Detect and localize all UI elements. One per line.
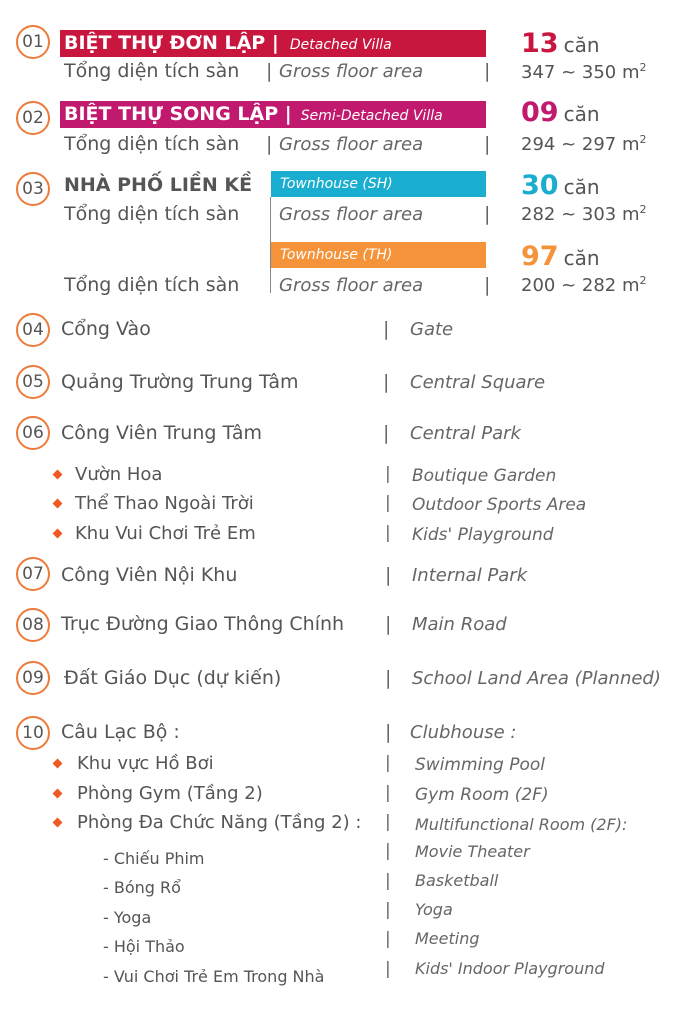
floor-area-label-en: Gross floor area	[279, 204, 424, 225]
area-range	[521, 274, 647, 296]
sub-item: Khu Vui Chơi Trẻ Em	[75, 523, 256, 544]
floor-area-label-en: Gross floor area	[279, 134, 424, 155]
sub-sub-item-en: Movie Theater	[415, 842, 530, 861]
floor-area-label-en: Gross floor area	[279, 61, 424, 82]
item-title-en: Internal Park	[412, 565, 528, 586]
banner-subtitle: Semi-Detached Villa	[300, 108, 443, 124]
separator: |	[385, 900, 391, 920]
bullet-icon	[53, 789, 63, 799]
item-title-en: Main Road	[412, 614, 507, 635]
floor-area-label: Tổng diện tích sàn	[64, 203, 240, 225]
item-number-badge: 06	[16, 416, 50, 450]
count-value: 30	[521, 170, 559, 201]
item-number-badge: 09	[16, 661, 50, 695]
townhouse-title: NHÀ PHỐ LIỀN KỀ	[64, 174, 253, 196]
townhouse-th-banner	[271, 242, 486, 268]
item-title: Công Viên Trung Tâm	[61, 422, 263, 444]
area-superscript: 2	[639, 203, 647, 216]
bullet-icon	[53, 470, 63, 480]
sub-item-en: Kids' Playground	[412, 525, 554, 545]
area-superscript: 2	[639, 133, 647, 146]
separator: |	[383, 422, 390, 444]
banner-title: BIỆT THỰ ĐƠN LẬP |	[64, 32, 279, 54]
item-title: Trục Đường Giao Thông Chính	[61, 613, 345, 635]
separator: |	[385, 464, 391, 484]
area-value: 200 ~ 282 m	[521, 275, 640, 296]
count-unit: căn	[563, 33, 600, 57]
area-value: 347 ~ 350 m	[521, 62, 640, 83]
separator: |	[385, 959, 391, 979]
floor-area-label: Tổng diện tích sàn	[64, 60, 240, 82]
area-superscript: 2	[639, 274, 647, 287]
area-range	[521, 203, 647, 225]
sub-item-en: Outdoor Sports Area	[412, 495, 587, 515]
floor-area-label-en: Gross floor area	[279, 275, 424, 296]
unit-count	[521, 241, 600, 272]
sub-item-en: Swimming Pool	[415, 755, 546, 775]
separator: |	[484, 133, 491, 155]
sub-item: Thể Thao Ngoài Trời	[75, 493, 254, 514]
separator: |	[383, 318, 390, 340]
floor-area-label: Tổng diện tích sàn	[64, 274, 240, 296]
count-value: 97	[521, 241, 559, 272]
sub-sub-item: - Yoga	[103, 908, 152, 927]
item-number-badge: 10	[16, 716, 50, 750]
item-number-badge: 05	[16, 365, 50, 399]
separator: |	[484, 274, 491, 296]
detached-villa-banner	[60, 30, 486, 57]
item-title-en: Gate	[410, 319, 454, 340]
separator: |	[385, 753, 391, 773]
separator: |	[385, 929, 391, 949]
sub-sub-item: - Hội Thảo	[103, 937, 185, 956]
separator: |	[385, 493, 391, 513]
semi-detached-villa-banner	[60, 101, 486, 128]
separator: |	[385, 841, 391, 861]
sub-sub-item-en: Meeting	[415, 929, 480, 948]
separator: |	[484, 60, 491, 82]
item-title-en: Clubhouse :	[410, 722, 517, 743]
separator: |	[385, 613, 392, 635]
bullet-icon	[53, 818, 63, 828]
count-value: 13	[521, 28, 559, 59]
bullet-icon	[53, 529, 63, 539]
separator: |	[385, 667, 392, 689]
separator: |	[383, 371, 390, 393]
sub-item-en: Gym Room (2F)	[415, 785, 549, 805]
separator: |	[385, 721, 392, 743]
item-title-en: School Land Area (Planned)	[412, 668, 661, 689]
sub-sub-item-en: Yoga	[415, 900, 453, 919]
item-number-badge: 03	[16, 172, 50, 206]
separator: |	[385, 812, 391, 832]
banner-title: BIỆT THỰ SONG LẬP |	[64, 103, 292, 125]
townhouse-sh-banner	[271, 171, 486, 197]
item-title: Cổng Vào	[61, 318, 151, 340]
banner-subtitle: Townhouse (TH)	[280, 247, 393, 263]
item-number-badge: 04	[16, 313, 50, 347]
unit-count	[521, 170, 600, 201]
item-number-badge: 08	[16, 608, 50, 642]
item-title-en: Central Square	[410, 372, 546, 393]
area-value: 294 ~ 297 m	[521, 134, 640, 155]
separator: |	[385, 564, 392, 586]
item-number-badge: 02	[16, 101, 50, 135]
sub-item: Phòng Gym (Tầng 2)	[77, 783, 263, 804]
sub-sub-item-en: Basketball	[415, 871, 499, 890]
sub-sub-item: - Vui Chơi Trẻ Em Trong Nhà	[103, 967, 325, 986]
item-title: Công Viên Nội Khu	[61, 564, 238, 586]
separator: |	[266, 133, 273, 155]
separator: |	[385, 871, 391, 891]
bullet-icon	[53, 759, 63, 769]
sub-sub-item: - Bóng Rổ	[103, 878, 181, 897]
item-title: Quảng Trường Trung Tâm	[61, 371, 299, 393]
separator: |	[385, 783, 391, 803]
count-value: 09	[521, 97, 559, 128]
count-unit: căn	[563, 102, 600, 126]
separator: |	[385, 523, 391, 543]
sub-item: Vườn Hoa	[75, 464, 163, 485]
unit-count	[521, 97, 600, 128]
count-unit: căn	[563, 175, 600, 199]
banner-subtitle: Townhouse (SH)	[280, 176, 393, 192]
area-range	[521, 61, 647, 83]
sub-sub-item-en: Kids' Indoor Playground	[415, 959, 605, 978]
item-title-en: Central Park	[410, 423, 521, 444]
sub-item: Phòng Đa Chức Năng (Tầng 2) :	[77, 812, 362, 833]
bullet-icon	[53, 499, 63, 509]
area-value: 282 ~ 303 m	[521, 204, 640, 225]
area-range	[521, 133, 647, 155]
item-number-badge: 07	[16, 557, 50, 591]
sub-item: Khu vực Hồ Bơi	[77, 753, 214, 774]
separator: |	[484, 203, 491, 225]
area-superscript: 2	[639, 61, 647, 74]
floor-area-label: Tổng diện tích sàn	[64, 133, 240, 155]
item-number-badge: 01	[16, 25, 50, 59]
sub-item-en: Multifunctional Room (2F):	[415, 815, 628, 834]
item-title: Đất Giáo Dục (dự kiến)	[64, 667, 282, 689]
unit-count	[521, 28, 600, 59]
sub-item-en: Boutique Garden	[412, 466, 557, 486]
separator: |	[266, 60, 273, 82]
item-title: Câu Lạc Bộ :	[61, 721, 180, 743]
sub-sub-item: - Chiếu Phim	[103, 849, 205, 868]
count-unit: căn	[563, 246, 600, 270]
banner-subtitle: Detached Villa	[289, 37, 392, 53]
